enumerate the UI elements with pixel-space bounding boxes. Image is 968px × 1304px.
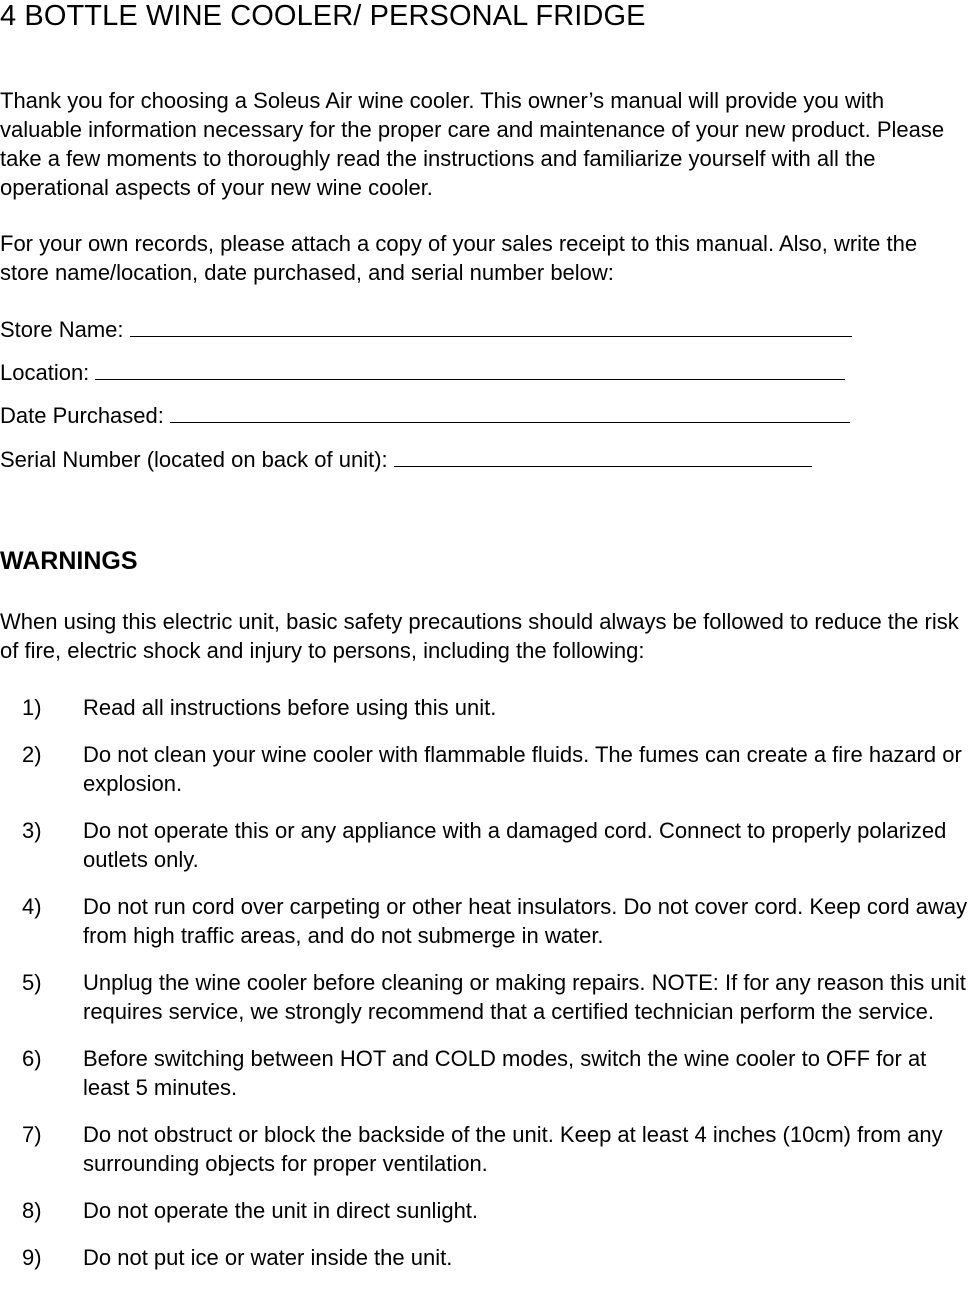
warning-number: 9) (22, 1245, 42, 1270)
date-purchased-label: Date Purchased: (0, 403, 164, 428)
warning-number: 6) (22, 1046, 42, 1071)
warning-text: Do not operate this or any appliance with a damaged cord. Connect to properly polarized outlets only. (83, 818, 947, 872)
serial-number-field (0, 445, 812, 474)
warning-item-3 (0, 816, 968, 874)
records-paragraph: For your own records, please attach a copy of your sales receipt to this manual. Also, write the store name/location, date purchased, and serial number below: (0, 231, 918, 285)
warning-text: Unplug the wine cooler before cleaning or making repairs. NOTE: If for any reason this unit requires service, we strongly recommend that a certified technician perform the service. (83, 970, 966, 1024)
warning-text: Do not obstruct or block the backside of the unit. Keep at least 4 inches (10cm) from any surrounding objects for proper ventilation. (83, 1122, 943, 1176)
date-purchased-field (0, 401, 850, 430)
warnings-list (0, 693, 968, 1290)
warning-text: Do not operate the unit in direct sunlight. (83, 1198, 479, 1223)
warning-item-5 (0, 968, 968, 1026)
store-name-label: Store Name: (0, 317, 124, 342)
warning-text: Before switching between HOT and COLD modes, switch the wine cooler to OFF for at least 5 minutes. (83, 1046, 927, 1100)
location-field (0, 358, 845, 387)
warning-item-7 (0, 1120, 968, 1178)
location-label: Location: (0, 360, 90, 385)
warning-item-2 (0, 740, 968, 798)
warning-item-4 (0, 892, 968, 950)
warning-item-6 (0, 1044, 968, 1102)
warning-text: Do not clean your wine cooler with flammable fluids. The fumes can create a fire hazard or explosion. (83, 742, 962, 796)
warning-number: 8) (22, 1198, 42, 1223)
warning-item-9 (0, 1243, 968, 1272)
page-title: 4 BOTTLE WINE COOLER/ PERSONAL FRIDGE (0, 0, 646, 32)
store-name-field (0, 315, 852, 344)
warnings-intro: When using this electric unit, basic safety precautions should always be followed to reduce the risk of fire, electric shock and injury to persons, including the following: (0, 609, 959, 663)
serial-number-label: Serial Number (located on back of unit): (0, 447, 388, 472)
warning-item-8 (0, 1196, 968, 1225)
warning-number: 5) (22, 970, 42, 995)
store-name-blank-line (130, 316, 852, 337)
warning-number: 2) (22, 742, 42, 767)
intro-paragraph: Thank you for choosing a Soleus Air wine cooler. This owner’s manual will provide you with valuable information necessary for the proper care and maintenance of your new product. Please take a few moments to thoroughly read the instructions and familiarize yourself with all the operational aspects of your new wine cooler. (0, 88, 945, 200)
location-blank-line (95, 359, 845, 380)
serial-number-blank-line (394, 446, 812, 467)
warning-number: 1) (22, 695, 42, 720)
warnings-heading: WARNINGS (0, 547, 138, 575)
warning-item-1 (0, 693, 968, 722)
warning-number: 7) (22, 1122, 42, 1147)
date-purchased-blank-line (170, 402, 850, 423)
warning-number: 4) (22, 894, 42, 919)
warning-text: Do not put ice or water inside the unit. (83, 1245, 453, 1270)
warning-text: Do not run cord over carpeting or other heat insulators. Do not cover cord. Keep cord away from high traffic areas, and do not submerge in water. (83, 894, 968, 948)
warning-number: 3) (22, 818, 42, 843)
warning-text: Read all instructions before using this unit. (83, 695, 497, 720)
